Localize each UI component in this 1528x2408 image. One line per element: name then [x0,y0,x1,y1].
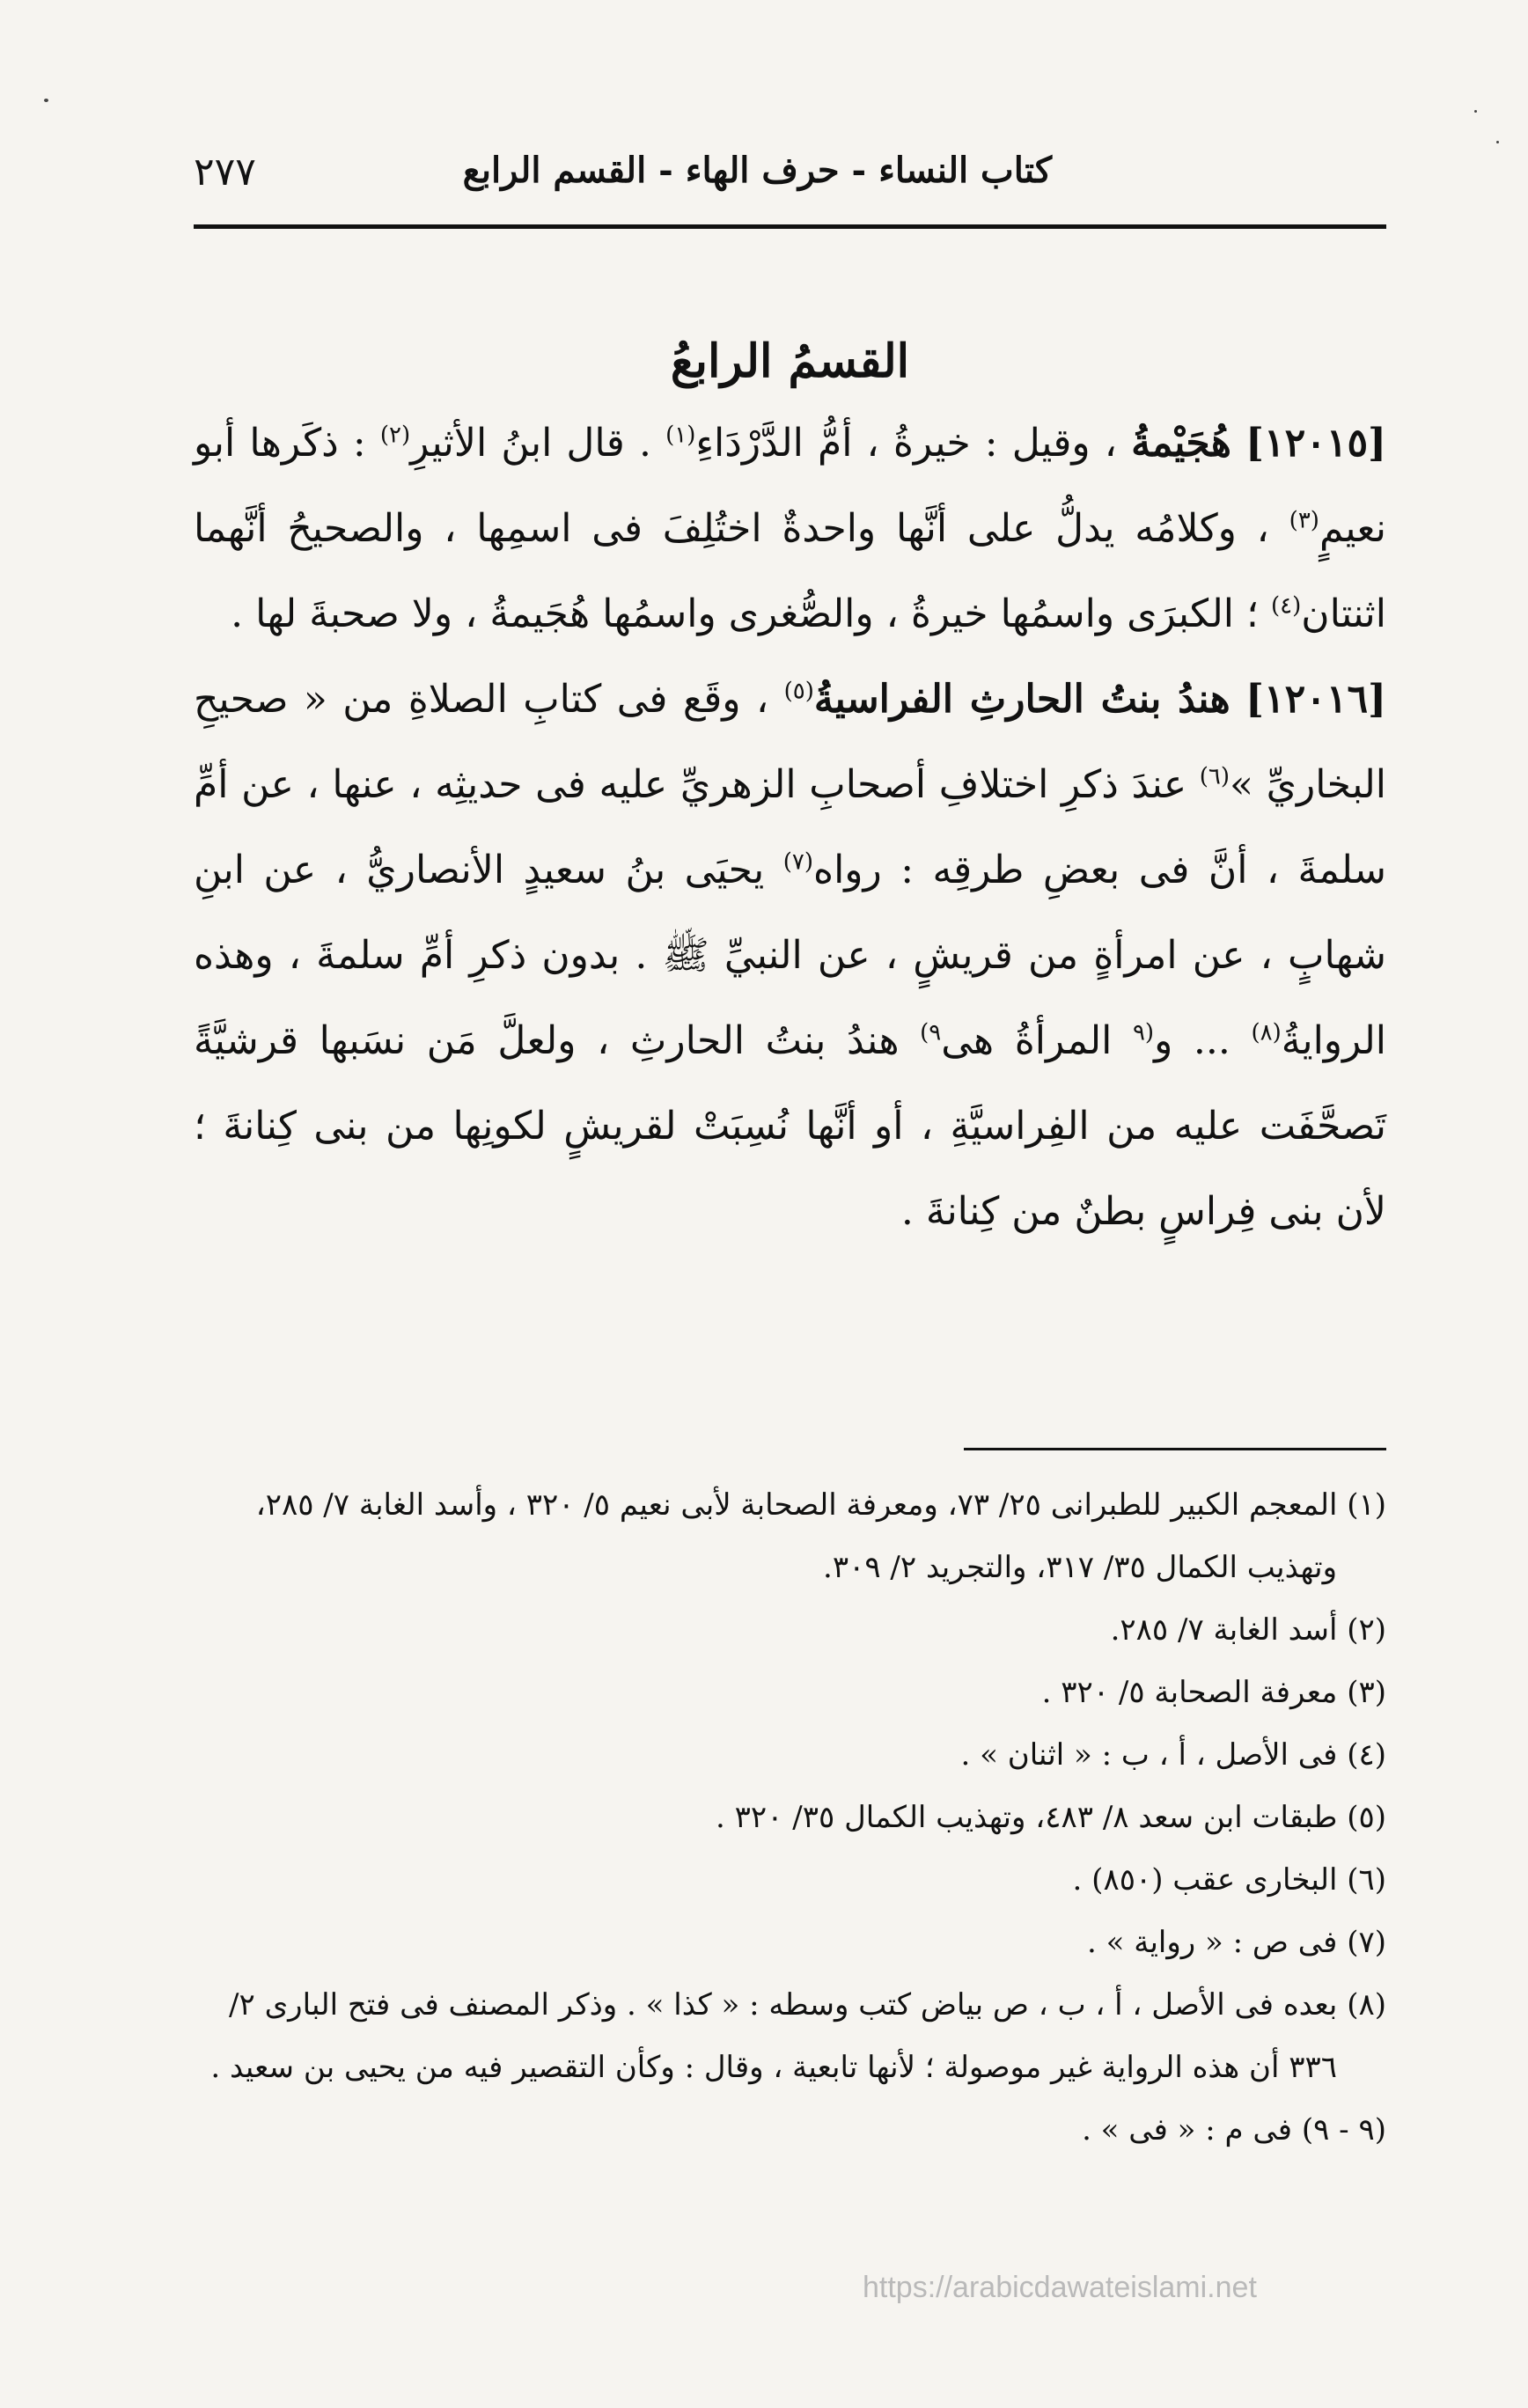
footnote-ref: (٤) [1270,592,1302,620]
page-header [194,150,1386,211]
entry-number: [١٢٠١٥] [1245,421,1386,466]
footnote-ref: (٧) [782,848,814,876]
entry-name: هندُ بنتُ الحارثِ الفراسيةُ [813,677,1230,722]
footnote-ref: (٨) [1251,1019,1282,1046]
entry-text: ، وقَع فى كتابِ الصلاةِ من « صحيحِ البخاريِّ » [194,677,1386,807]
footnote-5 [194,1787,1386,1849]
header-rule [194,224,1386,229]
footnote-text: (٦) البخارى عقب (٨٥٠) . [1072,1862,1386,1898]
section-title: القسمُ الرابعُ [670,334,910,388]
watermark-url: https://arabicdawateislami.net [863,2271,1257,2304]
entry-text: ، وقيل : خيرةُ ، أمُّ الدَّرْدَاءِ [695,421,1117,466]
footnote-1 [194,1474,1386,1599]
entry-12016 [194,657,1386,1254]
footnote-text: (٩ - ٩) فى م : « فى » . [1082,2112,1386,2147]
footnote-ref: (٦) [1199,763,1230,790]
footnote-4 [194,1724,1386,1787]
entry-text: هندُ بنتُ الحارثِ ، ولعلَّ مَن نسَبها قرشيَّةً تَصحَّفَت عليه من الفِراسيَّةِ ، أو أنَّها نُسِبَتْ لقريشٍ لكونِها من بنى كِنانةَ ؛ لأن بنى فِراسٍ بطنٌ من كِنانةَ . [194,1018,1386,1234]
footnote-ref: (٥) [783,678,814,705]
entry-number: [١٢٠١٦] [1245,677,1386,722]
footnote-text: (٨) بعده فى الأصل ، أ ، ب ، ص بياض كتب وسطه : « كذا » . وذكر المصنف فى فتح البارى ٢/ [229,1987,1386,2023]
footnotes [194,1474,1386,2162]
footnote-8 [194,1974,1386,2099]
entry-text: : ذكَرها أبو نعيمٍ [194,421,1386,551]
footnote-text: (٢) أسد الغابة ٧/ ٢٨٥. [1110,1612,1386,1648]
footnote-continuation: وتهذيب الكمال ٣٥/ ٣١٧، والتجريد ٢/ ٣٠٩. [823,1550,1337,1585]
footnote-text: (٤) فى الأصل ، أ ، ب : « اثنان » . [960,1737,1386,1773]
footnote-6 [194,1849,1386,1912]
footnote-ref: (٣) [1289,507,1319,534]
scan-speck [44,99,48,102]
entry-text: ، وكلامُه يدلُّ على أنَّها واحدةٌ اختُلِفَ فى اسمِها ، والصحيحُ أنَّهما اثنتان [194,506,1386,636]
entry-text: عندَ ذكرِ اختلافِ أصحابِ الزهريِّ عليه فى حديثِه ، عنها ، عن أمِّ سلمةَ ، أنَّ فى بعضِ طرقِه : رواه [194,762,1386,892]
footnote-text: (٥) طبقات ابن سعد ٨/ ٤٨٣، وتهذيب الكمال ٣٥/ ٣٢٠ . [716,1800,1386,1835]
entry-text: ... و [1154,1018,1230,1063]
entry-name: هُجَيْمةُ [1131,421,1231,466]
entry-text: المرأةُ هى [941,1018,1113,1063]
footnote-3 [194,1662,1386,1724]
running-title: كتاب النساء - حرف الهاء - القسم الرابع [462,150,1052,191]
footnote-ref: (٩ [1132,1019,1155,1046]
entry-text: . قال ابنُ الأثيرِ [410,421,651,466]
entry-text: يحيَى بنُ سعيدٍ الأنصاريُّ ، عن ابنِ شهابٍ ، عن امرأةٍ من قريشٍ ، عن النبيِّ ﷺ . بدون ذكرِ أمِّ سلمةَ ، وهذه الروايةُ [194,848,1386,1063]
footnote-ref: (١) [665,422,696,449]
footnote-ref: (٢) [379,422,411,449]
footnote-text: (٣) معرفة الصحابة ٥/ ٣٢٠ . [1041,1675,1386,1710]
footnote-2 [194,1599,1386,1662]
entry-12015 [194,400,1386,657]
page-number: ٢٧٧ [194,150,256,195]
footnote-ref: ٩) [920,1019,942,1046]
footnote-7 [194,1912,1386,1974]
entry-text: ؛ الكبرَى واسمُها خيرةُ ، والصُّغرى واسمُها هُجَيمةُ ، ولا صحبةَ لها . [231,591,1259,636]
scan-speck [1474,110,1477,113]
footnote-text: (٧) فى ص : « رواية » . [1087,1925,1386,1960]
scan-speck [1496,141,1499,143]
footnote-text: (١) المعجم الكبير للطبرانى ٢٥/ ٧٣، ومعرفة الصحابة لأبى نعيم ٥/ ٣٢٠ ، وأسد الغابة ٧/ ٢٨٥، [255,1487,1386,1523]
footnote-rule [964,1448,1386,1450]
footnote-9 [194,2099,1386,2162]
footnote-continuation: ٣٣٦ أن هذه الرواية غير موصولة ؛ لأنها تابعية ، وقال : وكأن التقصير فيه من يحيى بن سعيد . [210,2050,1337,2085]
main-text [194,400,1386,1254]
